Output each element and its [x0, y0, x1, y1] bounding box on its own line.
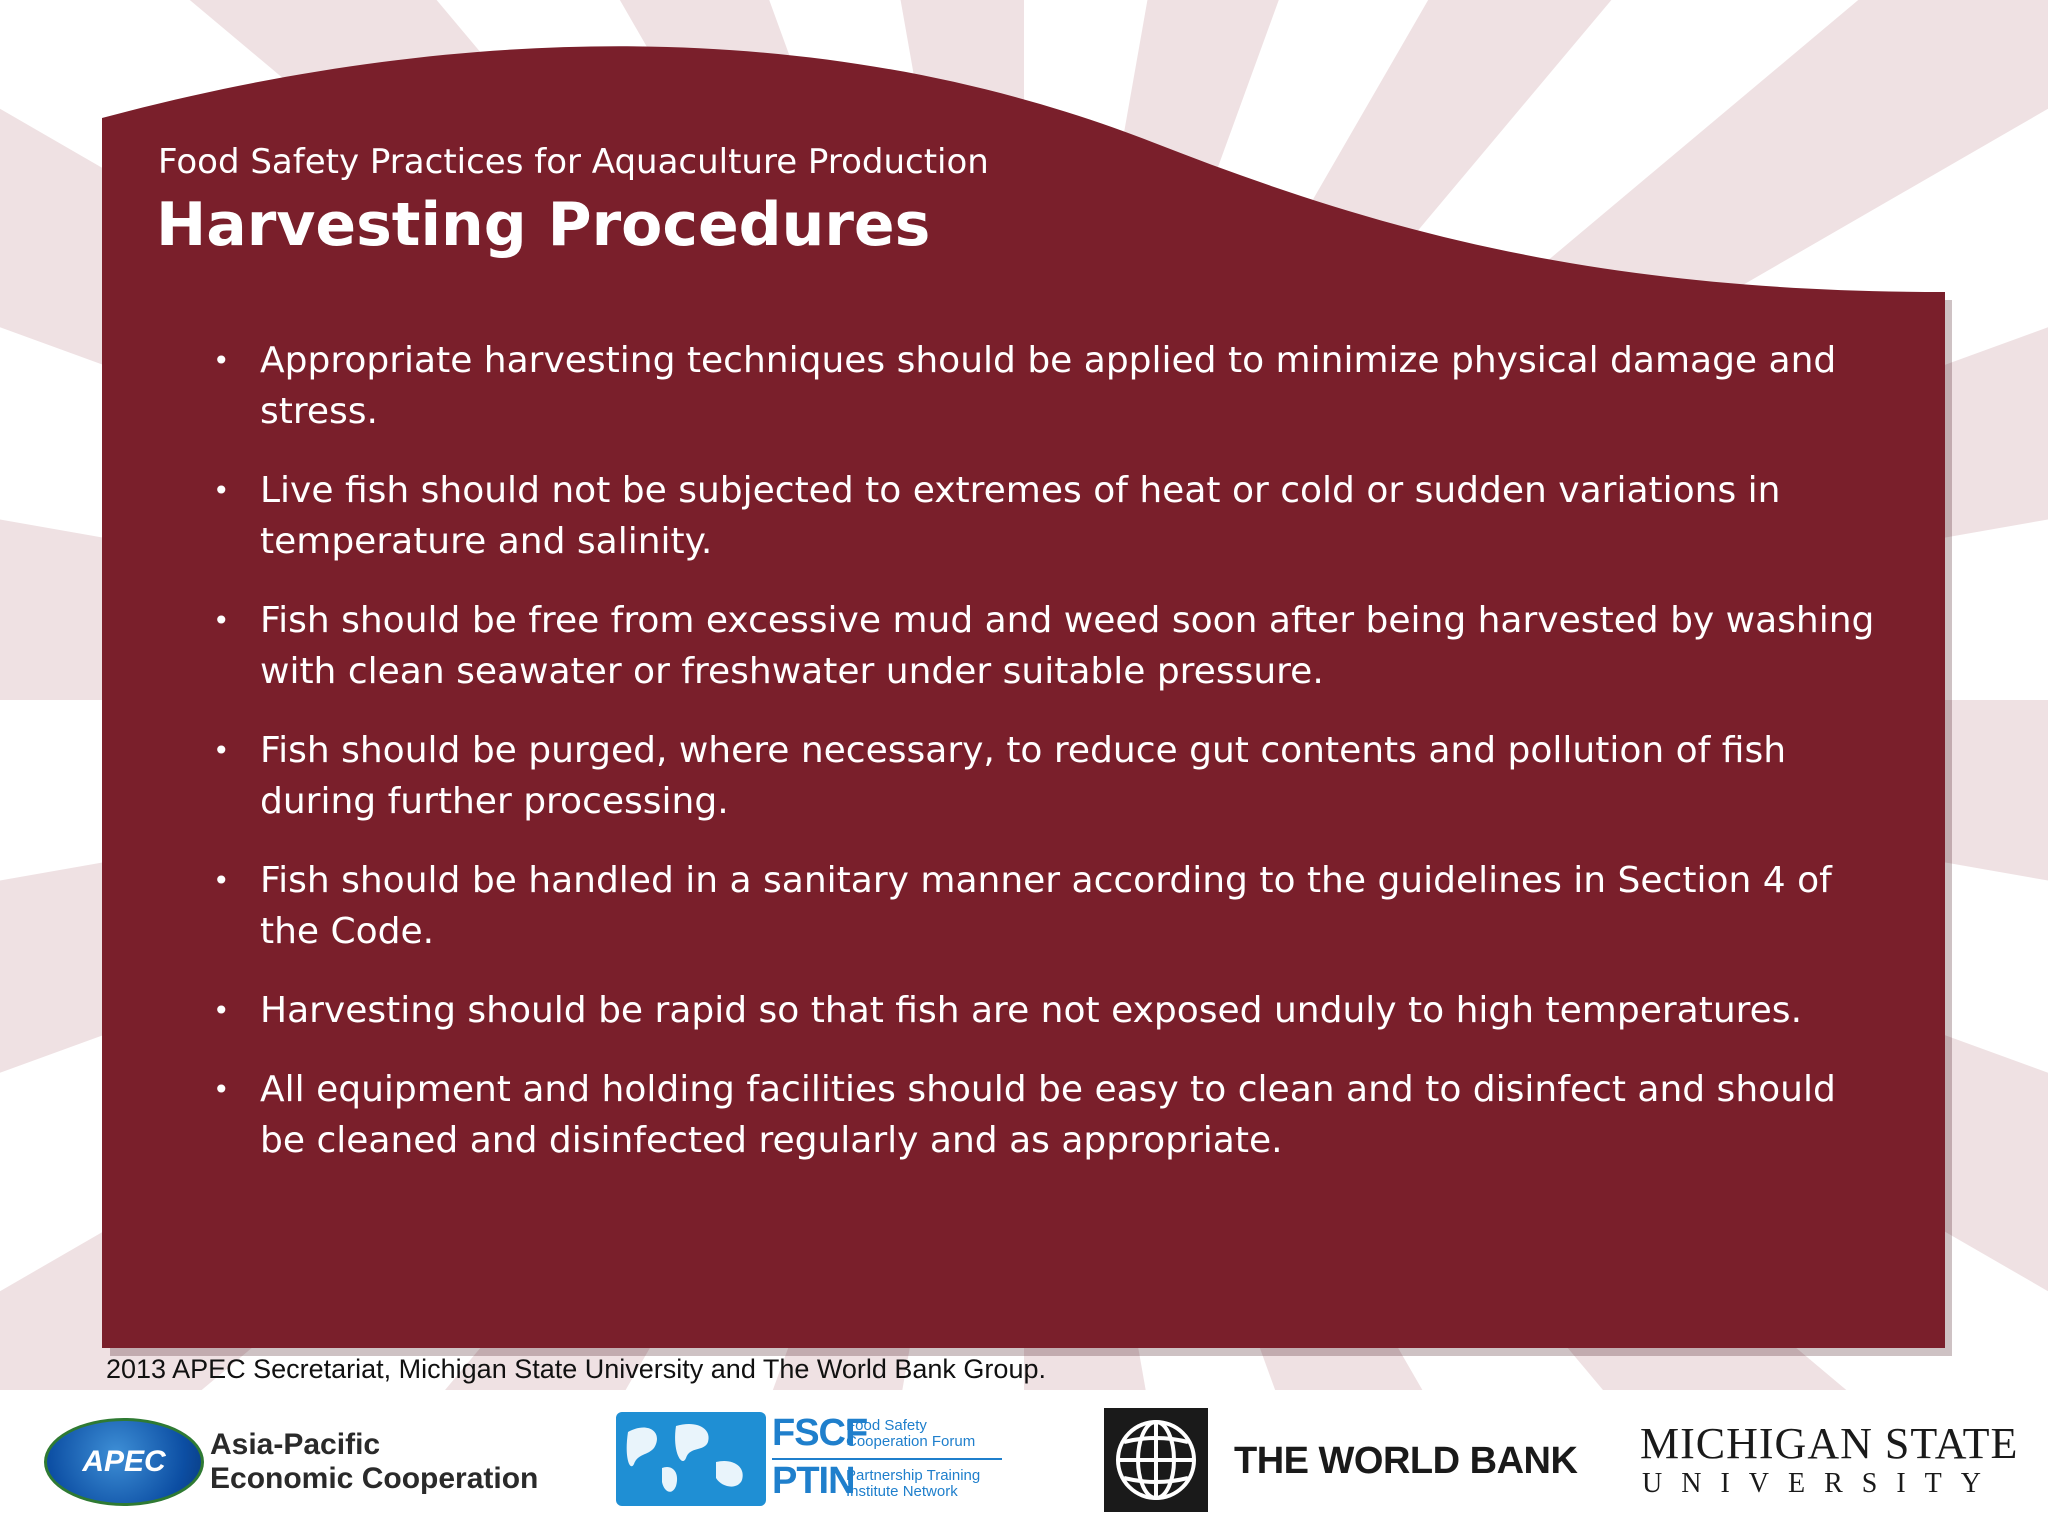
bullet-item: [200, 465, 1890, 567]
bullet-item: [200, 985, 1890, 1036]
bullet-item: [200, 855, 1890, 957]
bullet-text: Fish should be free from excessive mud and weed soon after being harvested by washing with clean seawater or freshwater under suitable pressure.: [260, 600, 1875, 692]
apec-badge-text: APEC: [82, 1445, 166, 1478]
fscf-fullname-line2: Cooperation Forum: [846, 1433, 976, 1450]
apec-line2: Economic Cooperation: [210, 1462, 539, 1495]
ptin-fullname: [846, 1468, 980, 1500]
msu-wordmark-line2: UNIVERSITY: [1642, 1468, 2000, 1499]
globe-grid: [1104, 1408, 1208, 1512]
world-bank-logo: [1104, 1408, 1578, 1514]
ptin-acronym: PTIN: [772, 1460, 855, 1502]
world-map-shapes: [616, 1412, 766, 1506]
world-map-icon: [616, 1412, 766, 1506]
bullet-icon: •: [213, 604, 230, 637]
copyright-notice: 2013 APEC Secretariat, Michigan State University and The World Bank Group.: [106, 1354, 1046, 1384]
fscf-ptin-logo: [616, 1412, 1006, 1508]
bullet-icon: •: [213, 864, 230, 897]
fscf-acronym: FSCF: [772, 1412, 868, 1454]
bullet-item: [200, 595, 1890, 697]
bullet-text: Fish should be purged, where necessary, to reduce gut contents and pollution of fish during further processing.: [260, 730, 1787, 822]
bullet-text: Harvesting should be rapid so that fish are not exposed unduly to high temperatures.: [260, 990, 1803, 1031]
world-bank-wordmark: THE WORLD BANK: [1234, 1440, 1578, 1482]
bullet-icon: •: [213, 1073, 230, 1106]
apec-logo: [44, 1418, 564, 1508]
ptin-fullname-line1: Partnership Training: [846, 1467, 981, 1484]
fscf-fullname-line1: Food Safety: [846, 1417, 927, 1434]
apec-wordmark: [210, 1428, 538, 1496]
msu-wordmark-line1: MICHIGAN STATE: [1640, 1419, 2019, 1468]
bullet-icon: •: [213, 344, 230, 377]
world-bank-globe-icon: [1104, 1408, 1208, 1512]
bullet-icon: •: [213, 734, 230, 767]
bullet-text: Live fish should not be subjected to extremes of heat or cold or sudden variations in temperature and salinity.: [260, 470, 1781, 562]
bullet-text: Fish should be handled in a sanitary manner according to the guidelines in Section 4 of the Code.: [260, 860, 1832, 952]
apec-line1: Asia-Pacific: [210, 1428, 381, 1461]
slide-title: Harvesting Procedures: [156, 190, 931, 260]
fscf-fullname: [846, 1418, 975, 1450]
bullet-icon: •: [213, 474, 230, 507]
ptin-fullname-line2: Institute Network: [846, 1483, 958, 1500]
apec-globe-icon: [44, 1418, 204, 1506]
msu-logo: [1640, 1418, 2019, 1508]
bullet-icon: •: [213, 994, 230, 1027]
slide-subtitle: Food Safety Practices for Aquaculture Production: [158, 142, 989, 182]
bullet-item: [200, 335, 1890, 437]
bullet-item: [200, 725, 1890, 827]
bullet-text: All equipment and holding facilities should be easy to clean and to disinfect and should be cleaned and disinfected regularly and as appropriate.: [260, 1069, 1836, 1161]
bullet-list: [200, 335, 1890, 1194]
bullet-text: Appropriate harvesting techniques should be applied to minimize physical damage and stress.: [260, 340, 1837, 432]
bullet-item: [200, 1064, 1890, 1166]
